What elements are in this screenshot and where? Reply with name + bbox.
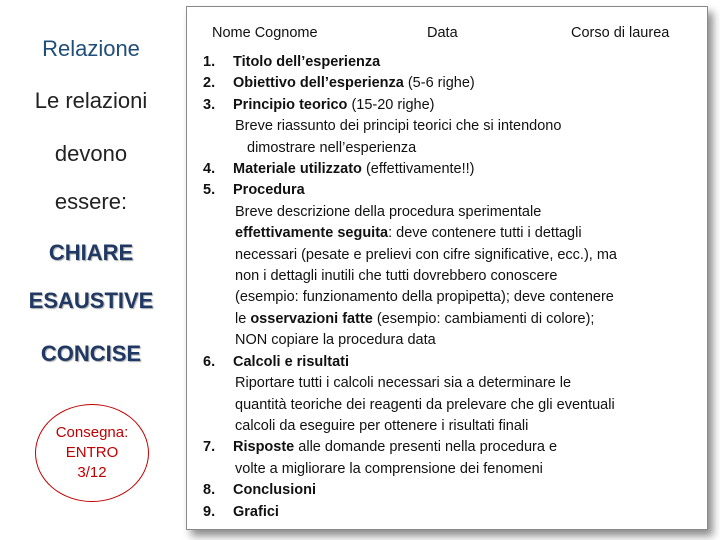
header-course: Corso di laurea	[571, 25, 670, 41]
intro-line-1: Le relazioni	[34, 88, 148, 113]
item-description	[203, 373, 695, 437]
quality-exhaustive: ESAUSTIVE	[28, 288, 154, 313]
report-template-sheet	[186, 6, 708, 530]
left-panel	[0, 0, 182, 540]
list-item	[203, 437, 695, 458]
list-item	[203, 95, 695, 116]
item-number: 4.	[203, 161, 216, 178]
item-number: 7.	[203, 439, 216, 456]
list-item	[203, 180, 695, 201]
description-text: le	[235, 310, 251, 327]
deadline-word: ENTRO	[65, 444, 119, 461]
intro-line-2: devono	[54, 141, 128, 166]
quality-concise: CONCISE	[40, 341, 142, 366]
header-name: Nome Cognome	[212, 25, 318, 41]
item-number: 8.	[203, 482, 216, 499]
item-label: Procedura	[233, 182, 305, 199]
item-number: 9.	[203, 503, 216, 520]
description-line: (esempio: funzionamento della propipetta); deve contenere	[235, 289, 614, 306]
description-text: (esempio: cambiamenti di colore);	[372, 310, 595, 327]
header-date: Data	[427, 25, 458, 41]
section-list	[203, 52, 695, 523]
description-line: non i dettagli inutili che tutti dovrebbero conoscere	[235, 268, 558, 285]
item-label: Materiale utilizzato	[233, 161, 362, 178]
emphasis-text: effettivamente seguita	[235, 225, 389, 242]
item-label: Risposte	[233, 439, 295, 456]
description-line: dimostrare nell’esperienza	[247, 139, 417, 156]
item-description	[203, 116, 695, 159]
deadline-badge	[35, 404, 149, 502]
item-note: (effettivamente!!)	[361, 161, 475, 178]
description-line	[235, 309, 695, 330]
description-line: quantità teoriche dei reagenti da prelevare che gli eventuali	[235, 396, 615, 413]
description-line	[235, 223, 695, 244]
item-label: Calcoli e risultati	[233, 353, 350, 370]
item-note: (5-6 righe)	[403, 75, 475, 92]
description-text: : deve contenere tutti i dettagli	[388, 225, 582, 242]
item-number: 1.	[203, 54, 216, 70]
intro-line-3: essere:	[54, 189, 128, 214]
item-label: Conclusioni	[233, 482, 316, 499]
panel-title: Relazione	[42, 36, 140, 61]
deadline-label: Consegna:	[55, 424, 129, 441]
description-line: necessari (pesate e prelievi con cifre significative, ecc.), ma	[235, 246, 617, 263]
list-item	[203, 159, 695, 180]
item-number: 5.	[203, 182, 216, 199]
list-item	[203, 52, 695, 73]
item-number: 2.	[203, 75, 216, 92]
item-label: Grafici	[233, 503, 279, 520]
description-line: volte a migliorare la comprensione dei fenomeni	[235, 460, 543, 477]
emphasis-text: osservazioni fatte	[250, 310, 373, 327]
item-number: 6.	[203, 353, 216, 370]
quality-clear: CHIARE	[48, 240, 134, 265]
description-line: Riportare tutti i calcoli necessari sia a determinare le	[235, 375, 572, 392]
deadline-date: 3/12	[77, 464, 107, 481]
description-line: calcoli da eseguire per ottenere i risultati finali	[235, 417, 529, 434]
item-number: 3.	[203, 96, 216, 113]
item-label: Titolo dell’esperienza	[233, 54, 381, 70]
list-item	[203, 502, 695, 523]
item-label: Obiettivo dell’esperienza	[233, 75, 404, 92]
list-item	[203, 352, 695, 373]
list-item	[203, 73, 695, 94]
item-label: Principio teorico	[233, 96, 348, 113]
item-description	[203, 202, 695, 352]
list-item	[203, 480, 695, 501]
item-description	[203, 459, 695, 480]
item-note: (15-20 righe)	[347, 96, 435, 113]
description-line: Breve riassunto dei principi teorici che si intendono	[235, 118, 562, 135]
description-line: Breve descrizione della procedura sperimentale	[235, 203, 542, 220]
description-line: NON copiare la procedura data	[235, 332, 436, 349]
item-note: alle domande presenti nella procedura e	[294, 439, 558, 456]
